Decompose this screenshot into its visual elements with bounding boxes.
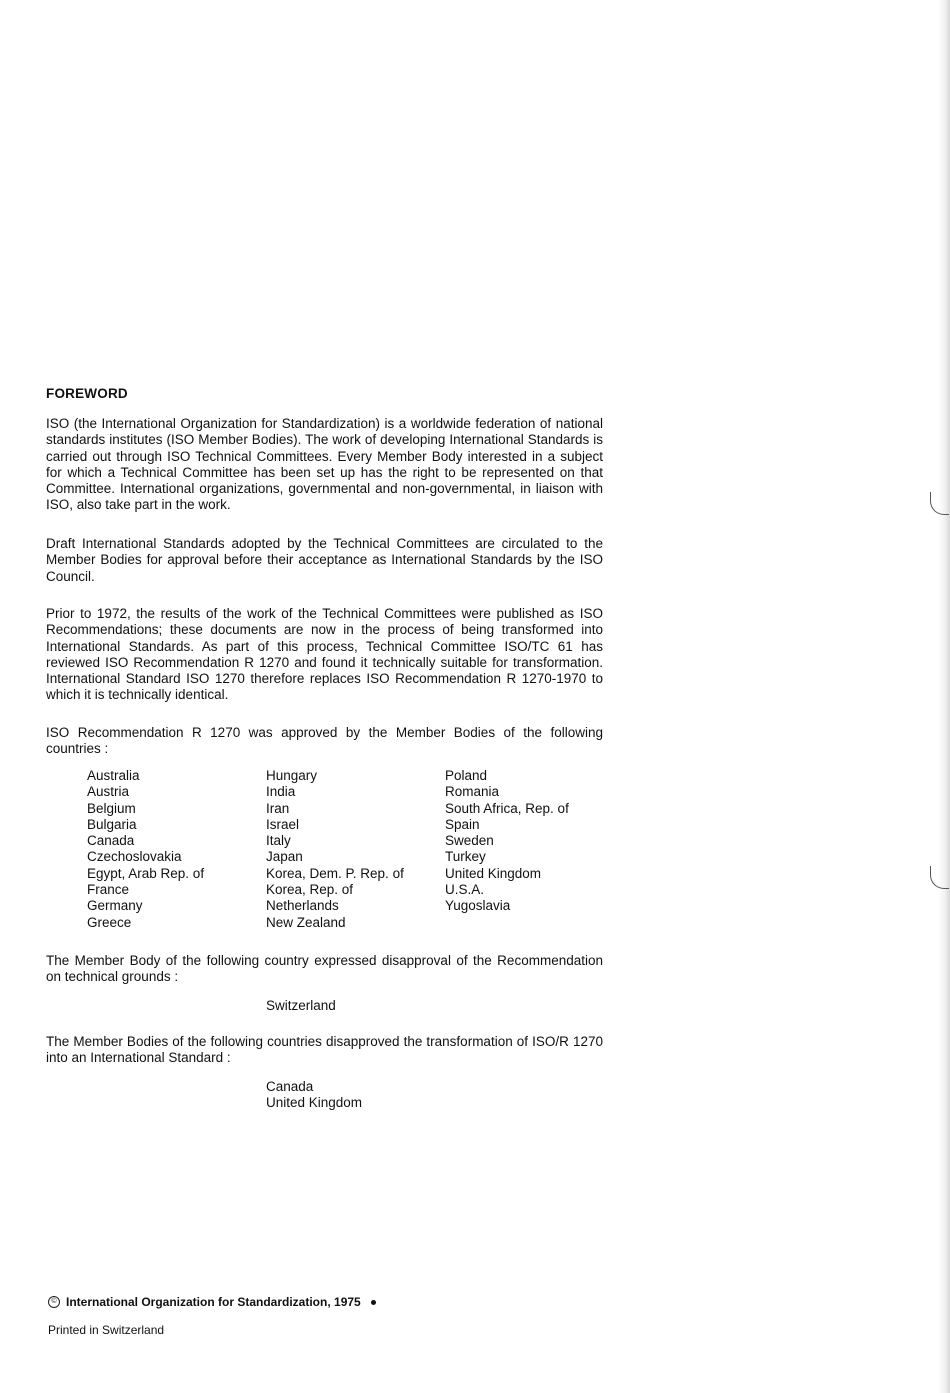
transformation-country-list <box>266 1079 362 1112</box>
disapproving-country-list <box>266 998 336 1014</box>
country-item: Bulgaria <box>87 816 137 832</box>
binding-mark-icon <box>930 866 949 889</box>
country-item: Poland <box>445 768 488 783</box>
country-list-col2 <box>266 768 404 931</box>
country-item: United Kingdom <box>266 1095 363 1111</box>
country-item: Germany <box>87 898 143 914</box>
country-item: Spain <box>445 816 480 832</box>
country-item: Iran <box>266 800 290 816</box>
country-item: Australia <box>87 768 140 783</box>
country-item: Romania <box>445 784 500 800</box>
country-item: South Africa, Rep. of <box>445 800 569 816</box>
country-item: U.S.A. <box>445 882 485 898</box>
country-item: New Zealand <box>266 914 346 930</box>
country-item: Korea, Rep. of <box>266 882 354 898</box>
approval-paragraph: ISO Recommendation R 1270 was approved by the Member Bodies of the following countries : <box>46 725 603 757</box>
country-item: Israel <box>266 816 300 832</box>
country-item: Netherlands <box>266 898 339 914</box>
copyright-text: International Organization for Standardization, 1975 <box>66 1295 361 1309</box>
country-item: Korea, Dem. P. Rep. of <box>266 865 404 881</box>
country-item: Czechoslovakia <box>87 849 182 865</box>
intro-paragraph: ISO (the International Organization for Standardization) is a worldwide federation of national standards institutes (ISO Member Bodies). The work of developing International Standards is carried out through ISO Technical Committees. Every Member Body interested in a subject for which a Technical Committee has been set up has the right to be represented on that Committee. International organizations, governmental and non-governmental, in liaison with ISO, also take part in the work. <box>46 416 603 513</box>
country-item: Sweden <box>445 833 494 849</box>
foreword-heading: FOREWORD <box>46 386 128 401</box>
country-item: Canada <box>266 1079 314 1094</box>
country-item: Italy <box>266 833 291 849</box>
country-item: Yugoslavia <box>445 898 511 914</box>
disapproval-paragraph: The Member Body of the following country expressed disapproval of the Recommendation on technical grounds : <box>46 953 603 985</box>
printed-note: Printed in Switzerland <box>48 1323 165 1337</box>
country-list-col3 <box>445 768 569 915</box>
country-item: France <box>87 882 130 898</box>
country-item: Japan <box>266 849 303 865</box>
transformation-paragraph: The Member Bodies of the following countries disapproved the transformation of ISO/R 1270 into an International Standard : <box>46 1034 603 1066</box>
country-list-col1 <box>87 768 204 931</box>
country-item: Turkey <box>445 849 486 865</box>
history-paragraph: Prior to 1972, the results of the work of the Technical Committees were published as ISO Recommendations; these documents are now in the process of being transformed into International Standards. As part of this process, Technical Committee ISO/TC 61 has reviewed ISO Recommendation R 1270 and found it technically suitable for transformation. International Standard ISO 1270 therefore replaces ISO Recommendation R 1270-1970 to which it is technically identical. <box>46 606 603 703</box>
country-item: Egypt, Arab Rep. of <box>87 865 205 881</box>
country-item: Belgium <box>87 800 136 816</box>
country-item: Switzerland <box>266 998 336 1013</box>
draft-paragraph: Draft International Standards adopted by the Technical Committees are circulated to the Member Bodies for approval before their acceptance as International Standards by the ISO Council. <box>46 536 603 584</box>
page-edge-shadow <box>938 0 950 1393</box>
copyright-icon: © <box>48 1296 60 1308</box>
bullet-icon <box>371 1300 376 1305</box>
binding-mark-icon <box>930 492 949 515</box>
country-item: Hungary <box>266 768 318 783</box>
copyright-line <box>48 1295 376 1309</box>
country-item: Austria <box>87 784 130 800</box>
country-item: Canada <box>87 833 135 849</box>
country-item: United Kingdom <box>445 865 542 881</box>
country-item: Greece <box>87 914 132 930</box>
country-item: India <box>266 784 296 800</box>
